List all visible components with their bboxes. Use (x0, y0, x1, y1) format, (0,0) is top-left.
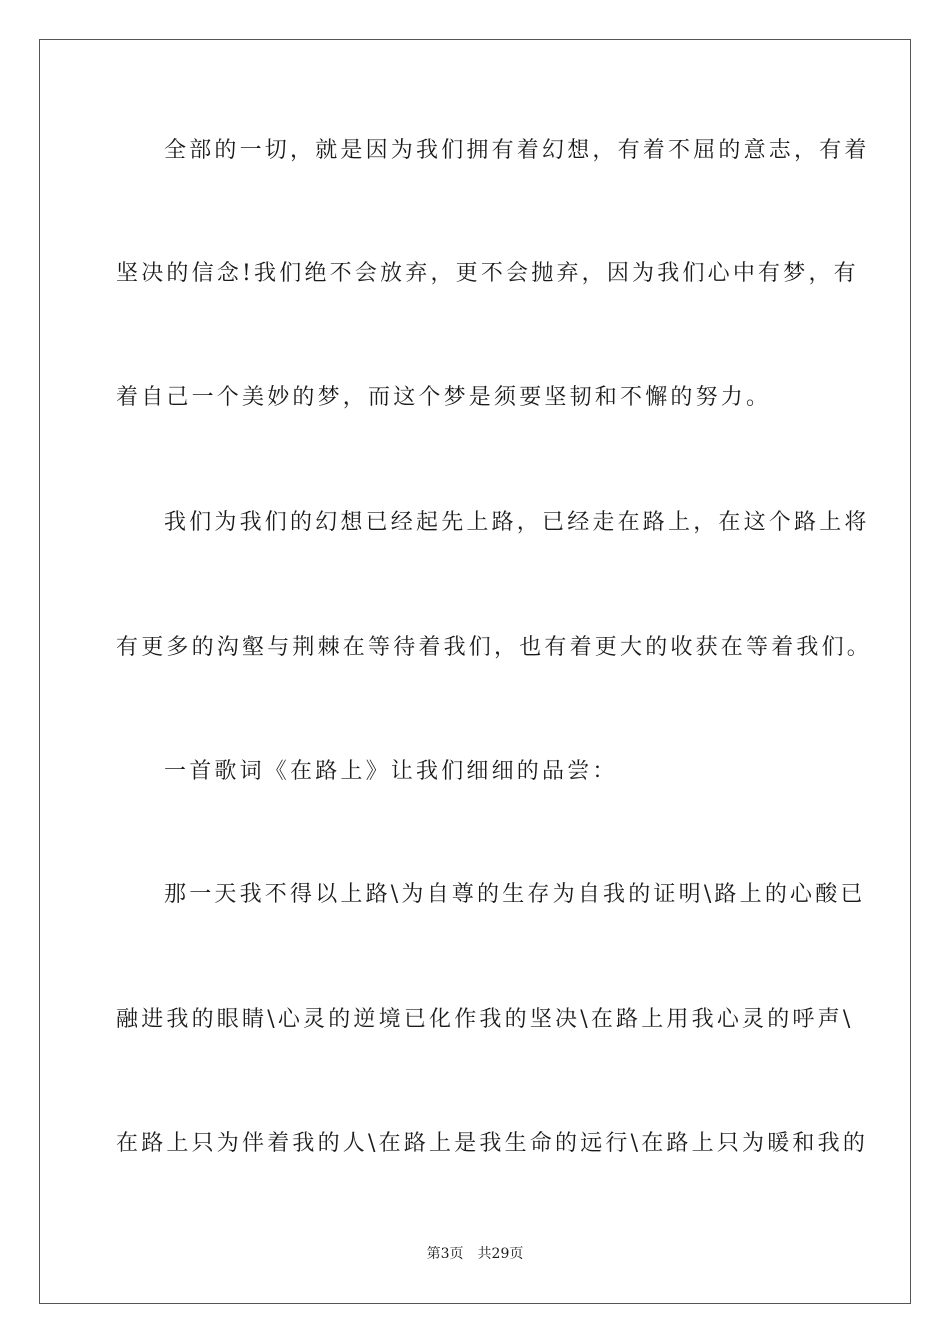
text-line: 全部的一切，就是因为我们拥有着幻想，有着不屈的意志，有着 (164, 138, 870, 163)
page-border (39, 39, 911, 1304)
text-line: 我们为我们的幻想已经起先上路，已经走在路上，在这个路上将 (164, 510, 870, 535)
page-number: 第3页 (426, 1246, 464, 1262)
text-line: 一首歌词《在路上》让我们细细的品尝： (164, 759, 618, 784)
text-line: 那一天我不得以上路\为自尊的生存为自我的证明\路上的心酸已 (164, 882, 866, 907)
text-line: 坚决的信念!我们绝不会放弃，更不会抛弃，因为我们心中有梦，有 (116, 261, 859, 286)
page-total: 共29页 (477, 1246, 524, 1262)
text-line: 在路上只为伴着我的人\在路上是我生命的远行\在路上只为暖和我的 (116, 1131, 869, 1156)
text-line: 有更多的沟壑与荆棘在等待着我们，也有着更大的收获在等着我们。 (116, 635, 873, 660)
text-line: 着自己一个美妙的梦，而这个梦是须要坚韧和不懈的努力。 (116, 385, 772, 410)
text-line: 融进我的眼睛\心灵的逆境已化作我的坚决\在路上用我心灵的呼声\ (116, 1007, 854, 1032)
page-footer (0, 1244, 950, 1264)
